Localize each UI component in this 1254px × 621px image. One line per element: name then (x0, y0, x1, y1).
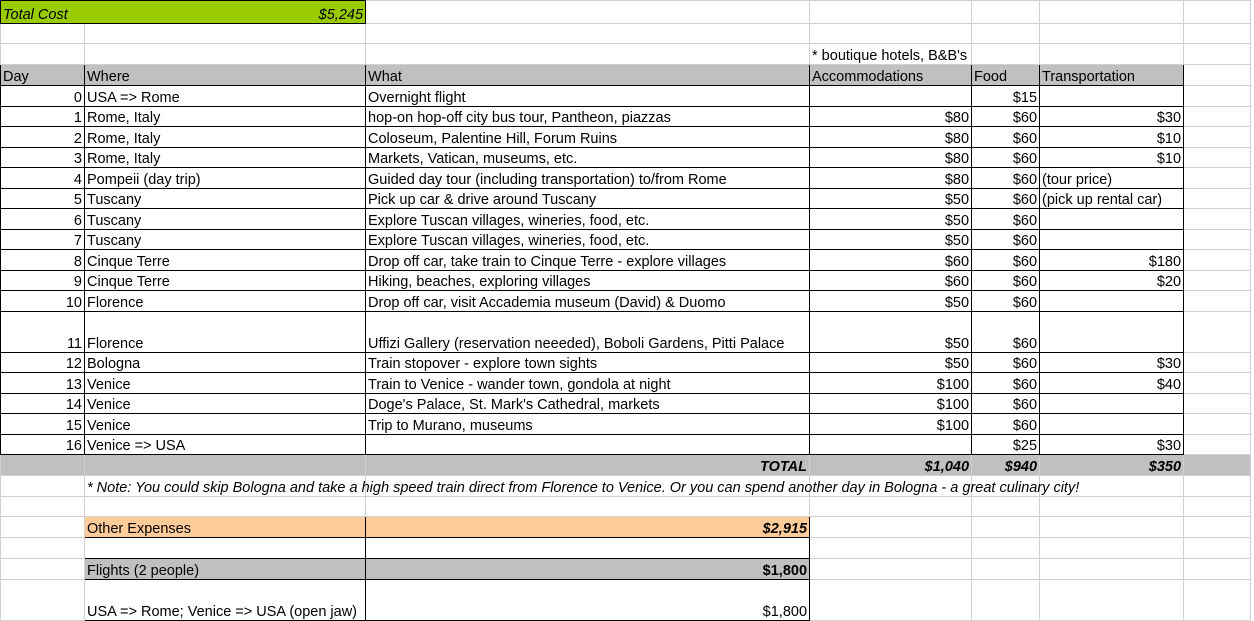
what-cell[interactable]: Hiking, beaches, exploring villages (366, 270, 810, 291)
accommodations-cell[interactable]: $50 (810, 229, 972, 250)
cell[interactable] (1, 538, 85, 559)
cell[interactable] (1040, 517, 1184, 538)
cell[interactable] (972, 1, 1040, 24)
header-what[interactable]: What (366, 65, 810, 86)
day-cell[interactable]: 1 (1, 106, 85, 127)
where-cell[interactable]: Tuscany (85, 188, 366, 209)
itinerary-row (1, 434, 1251, 455)
flights-detail[interactable]: USA => Rome; Venice => USA (open jaw) (85, 580, 366, 621)
accommodations-cell[interactable]: $100 (810, 414, 972, 435)
transportation-cell[interactable]: $10 (1040, 127, 1184, 148)
accommodations-cell[interactable]: $60 (810, 270, 972, 291)
what-cell[interactable]: Train to Venice - wander town, gondola at night (366, 373, 810, 394)
food-cell[interactable]: $60 (972, 352, 1040, 373)
itinerary-row (1, 147, 1251, 168)
cell[interactable] (1184, 497, 1251, 517)
cell[interactable] (1040, 538, 1184, 559)
totals-transportation[interactable]: $350 (1040, 455, 1184, 476)
itinerary-row (1, 209, 1251, 230)
day-cell[interactable]: 2 (1, 127, 85, 148)
cell[interactable] (366, 24, 810, 44)
transportation-cell[interactable]: $30 (1040, 106, 1184, 127)
cell[interactable] (810, 1, 972, 24)
cell[interactable] (1184, 311, 1251, 352)
itinerary-row (1, 352, 1251, 373)
where-cell[interactable]: Venice (85, 373, 366, 394)
itinerary-row (1, 373, 1251, 394)
cell[interactable] (1184, 580, 1251, 621)
food-cell[interactable]: $15 (972, 86, 1040, 107)
cell[interactable] (1184, 229, 1251, 250)
cell[interactable] (1, 455, 85, 476)
totals-label[interactable]: TOTAL (366, 455, 810, 476)
itinerary-row (1, 106, 1251, 127)
itinerary-row (1, 188, 1251, 209)
cell[interactable] (1, 44, 85, 65)
food-cell[interactable]: $60 (972, 127, 1040, 148)
cell[interactable] (1, 497, 85, 517)
where-cell[interactable]: Florence (85, 291, 366, 312)
cell[interactable] (1040, 1, 1184, 24)
where-cell[interactable]: Bologna (85, 352, 366, 373)
cell[interactable] (1184, 44, 1251, 65)
cell[interactable] (1184, 24, 1251, 44)
cell[interactable] (1184, 538, 1251, 559)
accommodations-cell[interactable] (810, 434, 972, 455)
what-cell[interactable]: hop-on hop-off city bus tour, Pantheon, piazzas (366, 106, 810, 127)
transportation-cell[interactable] (1040, 209, 1184, 230)
day-cell[interactable]: 15 (1, 414, 85, 435)
what-cell[interactable]: Uffizi Gallery (reservation neeeded), Boboli Gardens, Pitti Palace (366, 311, 810, 352)
cell[interactable] (1184, 270, 1251, 291)
total-cost-cell[interactable] (1, 1, 366, 24)
cell[interactable] (810, 580, 972, 621)
what-cell[interactable]: Explore Tuscan villages, wineries, food, etc. (366, 229, 810, 250)
food-cell[interactable]: $25 (972, 434, 1040, 455)
header-where[interactable]: Where (85, 65, 366, 86)
transportation-cell[interactable]: $30 (1040, 352, 1184, 373)
cell[interactable] (1184, 414, 1251, 435)
transportation-cell[interactable]: $30 (1040, 434, 1184, 455)
accommodations-cell[interactable]: $100 (810, 393, 972, 414)
cell[interactable] (810, 24, 972, 44)
cell[interactable] (1184, 188, 1251, 209)
cell[interactable] (1040, 580, 1184, 621)
day-cell[interactable]: 6 (1, 209, 85, 230)
where-cell[interactable]: Pompeii (day trip) (85, 168, 366, 189)
what-cell[interactable]: Train stopover - explore town sights (366, 352, 810, 373)
day-cell[interactable]: 13 (1, 373, 85, 394)
itinerary-row (1, 127, 1251, 148)
accommodations-cell[interactable]: $80 (810, 168, 972, 189)
what-cell[interactable]: Explore Tuscan villages, wineries, food, etc. (366, 209, 810, 230)
day-cell[interactable]: 14 (1, 393, 85, 414)
food-cell[interactable]: $60 (972, 311, 1040, 352)
accommodations-cell[interactable]: $100 (810, 373, 972, 394)
itinerary-row (1, 168, 1251, 189)
cell[interactable] (1184, 250, 1251, 271)
food-cell[interactable]: $60 (972, 270, 1040, 291)
totals-accommodations[interactable]: $1,040 (810, 455, 972, 476)
flights-value[interactable]: $1,800 (366, 559, 810, 580)
food-cell[interactable]: $60 (972, 188, 1040, 209)
where-cell[interactable]: Cinque Terre (85, 270, 366, 291)
flights-label[interactable]: Flights (2 people) (85, 559, 366, 580)
day-cell[interactable]: 11 (1, 311, 85, 352)
day-cell[interactable]: 10 (1, 291, 85, 312)
cell[interactable] (1184, 147, 1251, 168)
transportation-cell[interactable]: (tour price) (1040, 168, 1184, 189)
day-cell[interactable]: 12 (1, 352, 85, 373)
cell[interactable] (1184, 209, 1251, 230)
cell[interactable] (1184, 352, 1251, 373)
itinerary-row (1, 250, 1251, 271)
cell[interactable] (1184, 373, 1251, 394)
transportation-cell[interactable] (1040, 393, 1184, 414)
cell[interactable] (1, 580, 85, 621)
cell[interactable] (972, 559, 1040, 580)
what-cell[interactable]: Trip to Murano, museums (366, 414, 810, 435)
where-cell[interactable]: Tuscany (85, 229, 366, 250)
accommodations-cell[interactable]: $80 (810, 106, 972, 127)
cell[interactable] (1184, 393, 1251, 414)
accommodations-cell[interactable]: $50 (810, 188, 972, 209)
header-transportation[interactable]: Transportation (1040, 65, 1184, 86)
transportation-cell[interactable]: $20 (1040, 270, 1184, 291)
transportation-cell[interactable]: (pick up rental car) (1040, 188, 1184, 209)
where-cell[interactable]: USA => Rome (85, 86, 366, 107)
cell[interactable] (366, 497, 810, 517)
food-cell[interactable]: $60 (972, 106, 1040, 127)
food-cell[interactable]: $60 (972, 393, 1040, 414)
accommodation-note[interactable]: * boutique hotels, B&B's (810, 44, 972, 65)
where-cell[interactable]: Venice (85, 414, 366, 435)
transportation-cell[interactable]: $40 (1040, 373, 1184, 394)
cell[interactable] (366, 538, 810, 559)
accommodations-cell[interactable]: $50 (810, 352, 972, 373)
cell[interactable] (1040, 559, 1184, 580)
accommodations-cell[interactable]: $80 (810, 127, 972, 148)
food-cell[interactable]: $60 (972, 373, 1040, 394)
cell[interactable] (810, 497, 972, 517)
accommodations-cell[interactable] (810, 86, 972, 107)
where-cell[interactable]: Cinque Terre (85, 250, 366, 271)
transportation-cell[interactable] (1040, 291, 1184, 312)
what-cell[interactable] (366, 434, 810, 455)
cell[interactable] (972, 538, 1040, 559)
cell[interactable] (1184, 106, 1251, 127)
cell[interactable] (1, 24, 85, 44)
itinerary-row (1, 270, 1251, 291)
cell[interactable] (1184, 168, 1251, 189)
cell[interactable] (972, 44, 1040, 65)
day-cell[interactable]: 16 (1, 434, 85, 455)
what-cell[interactable]: Pick up car & drive around Tuscany (366, 188, 810, 209)
what-cell[interactable]: Guided day tour (including transportation) to/from Rome (366, 168, 810, 189)
cell[interactable] (1184, 455, 1251, 476)
cell[interactable] (972, 517, 1040, 538)
food-cell[interactable]: $60 (972, 291, 1040, 312)
other-expenses-label[interactable]: Other Expenses (85, 517, 366, 538)
cell[interactable] (1184, 476, 1251, 497)
cell[interactable] (1184, 127, 1251, 148)
header-food[interactable]: Food (972, 65, 1040, 86)
cell[interactable] (366, 44, 810, 65)
accommodations-cell[interactable]: $50 (810, 209, 972, 230)
itinerary-row (1, 229, 1251, 250)
cell[interactable] (1184, 291, 1251, 312)
cell[interactable] (1, 517, 85, 538)
food-cell[interactable]: $60 (972, 229, 1040, 250)
day-cell[interactable]: 4 (1, 168, 85, 189)
other-expenses-value[interactable]: $2,915 (366, 517, 810, 538)
what-cell[interactable]: Markets, Vatican, museums, etc. (366, 147, 810, 168)
cell[interactable] (1, 559, 85, 580)
cell[interactable] (85, 497, 366, 517)
transportation-cell[interactable]: $10 (1040, 147, 1184, 168)
itinerary-row (1, 86, 1251, 107)
cell[interactable] (1184, 559, 1251, 580)
day-cell[interactable]: 7 (1, 229, 85, 250)
itinerary-row (1, 311, 1251, 352)
cell[interactable] (1184, 434, 1251, 455)
accommodations-cell[interactable]: $50 (810, 291, 972, 312)
header-accommodations[interactable]: Accommodations (810, 65, 972, 86)
what-cell[interactable]: Coloseum, Palentine Hill, Forum Ruins (366, 127, 810, 148)
cell[interactable] (85, 24, 366, 44)
itinerary-row (1, 393, 1251, 414)
transportation-cell[interactable] (1040, 229, 1184, 250)
what-cell[interactable]: Drop off car, take train to Cinque Terre - explore villages (366, 250, 810, 271)
cell[interactable] (972, 580, 1040, 621)
where-cell[interactable]: Tuscany (85, 209, 366, 230)
accommodations-cell[interactable]: $60 (810, 250, 972, 271)
day-cell[interactable]: 0 (1, 86, 85, 107)
where-cell[interactable]: Rome, Italy (85, 127, 366, 148)
where-cell[interactable]: Venice (85, 393, 366, 414)
food-cell[interactable]: $60 (972, 209, 1040, 230)
where-cell[interactable]: Rome, Italy (85, 147, 366, 168)
cell[interactable] (1, 476, 85, 497)
cell[interactable] (1040, 24, 1184, 44)
cell[interactable] (972, 497, 1040, 517)
total-cost-label: Total Cost (3, 7, 68, 23)
day-cell[interactable]: 8 (1, 250, 85, 271)
food-cell[interactable]: $60 (972, 147, 1040, 168)
transportation-cell[interactable]: $180 (1040, 250, 1184, 271)
itinerary-row (1, 414, 1251, 435)
transportation-cell[interactable] (1040, 414, 1184, 435)
cell[interactable] (810, 538, 972, 559)
cell[interactable] (1040, 44, 1184, 65)
what-cell[interactable]: Drop off car, visit Accademia museum (David) & Duomo (366, 291, 810, 312)
accommodations-cell[interactable]: $50 (810, 311, 972, 352)
what-cell[interactable]: Doge's Palace, St. Mark's Cathedral, markets (366, 393, 810, 414)
day-cell[interactable]: 3 (1, 147, 85, 168)
note[interactable]: * Note: You could skip Bologna and take a high speed train direct from Florence to Venice. Or you can spend another day in Bologna - a great culinary city! (85, 476, 366, 497)
transportation-cell[interactable] (1040, 311, 1184, 352)
totals-food[interactable]: $940 (972, 455, 1040, 476)
itinerary-row (1, 291, 1251, 312)
cell[interactable] (1184, 86, 1251, 107)
cell[interactable] (810, 517, 972, 538)
cell[interactable] (972, 24, 1040, 44)
cell[interactable] (1184, 1, 1251, 24)
accommodations-cell[interactable]: $80 (810, 147, 972, 168)
transportation-cell[interactable] (1040, 86, 1184, 107)
cell[interactable] (85, 455, 366, 476)
where-cell[interactable]: Florence (85, 311, 366, 352)
food-cell[interactable]: $60 (972, 168, 1040, 189)
total-cost-value: $5,245 (318, 7, 364, 23)
food-cell[interactable]: $60 (972, 250, 1040, 271)
where-cell[interactable]: Venice => USA (85, 434, 366, 455)
cell[interactable] (366, 1, 810, 24)
flights-detail-value[interactable]: $1,800 (366, 580, 810, 621)
cell[interactable] (85, 44, 366, 65)
cell[interactable] (1184, 65, 1251, 86)
totals-row (1, 455, 1251, 476)
header-row (1, 65, 1251, 86)
what-cell[interactable]: Overnight flight (366, 86, 810, 107)
cell[interactable] (85, 538, 366, 559)
food-cell[interactable]: $60 (972, 414, 1040, 435)
cell[interactable] (1184, 517, 1251, 538)
header-day[interactable]: Day (1, 65, 85, 86)
cell[interactable] (810, 559, 972, 580)
cell[interactable] (1040, 497, 1184, 517)
where-cell[interactable]: Rome, Italy (85, 106, 366, 127)
day-cell[interactable]: 5 (1, 188, 85, 209)
day-cell[interactable]: 9 (1, 270, 85, 291)
